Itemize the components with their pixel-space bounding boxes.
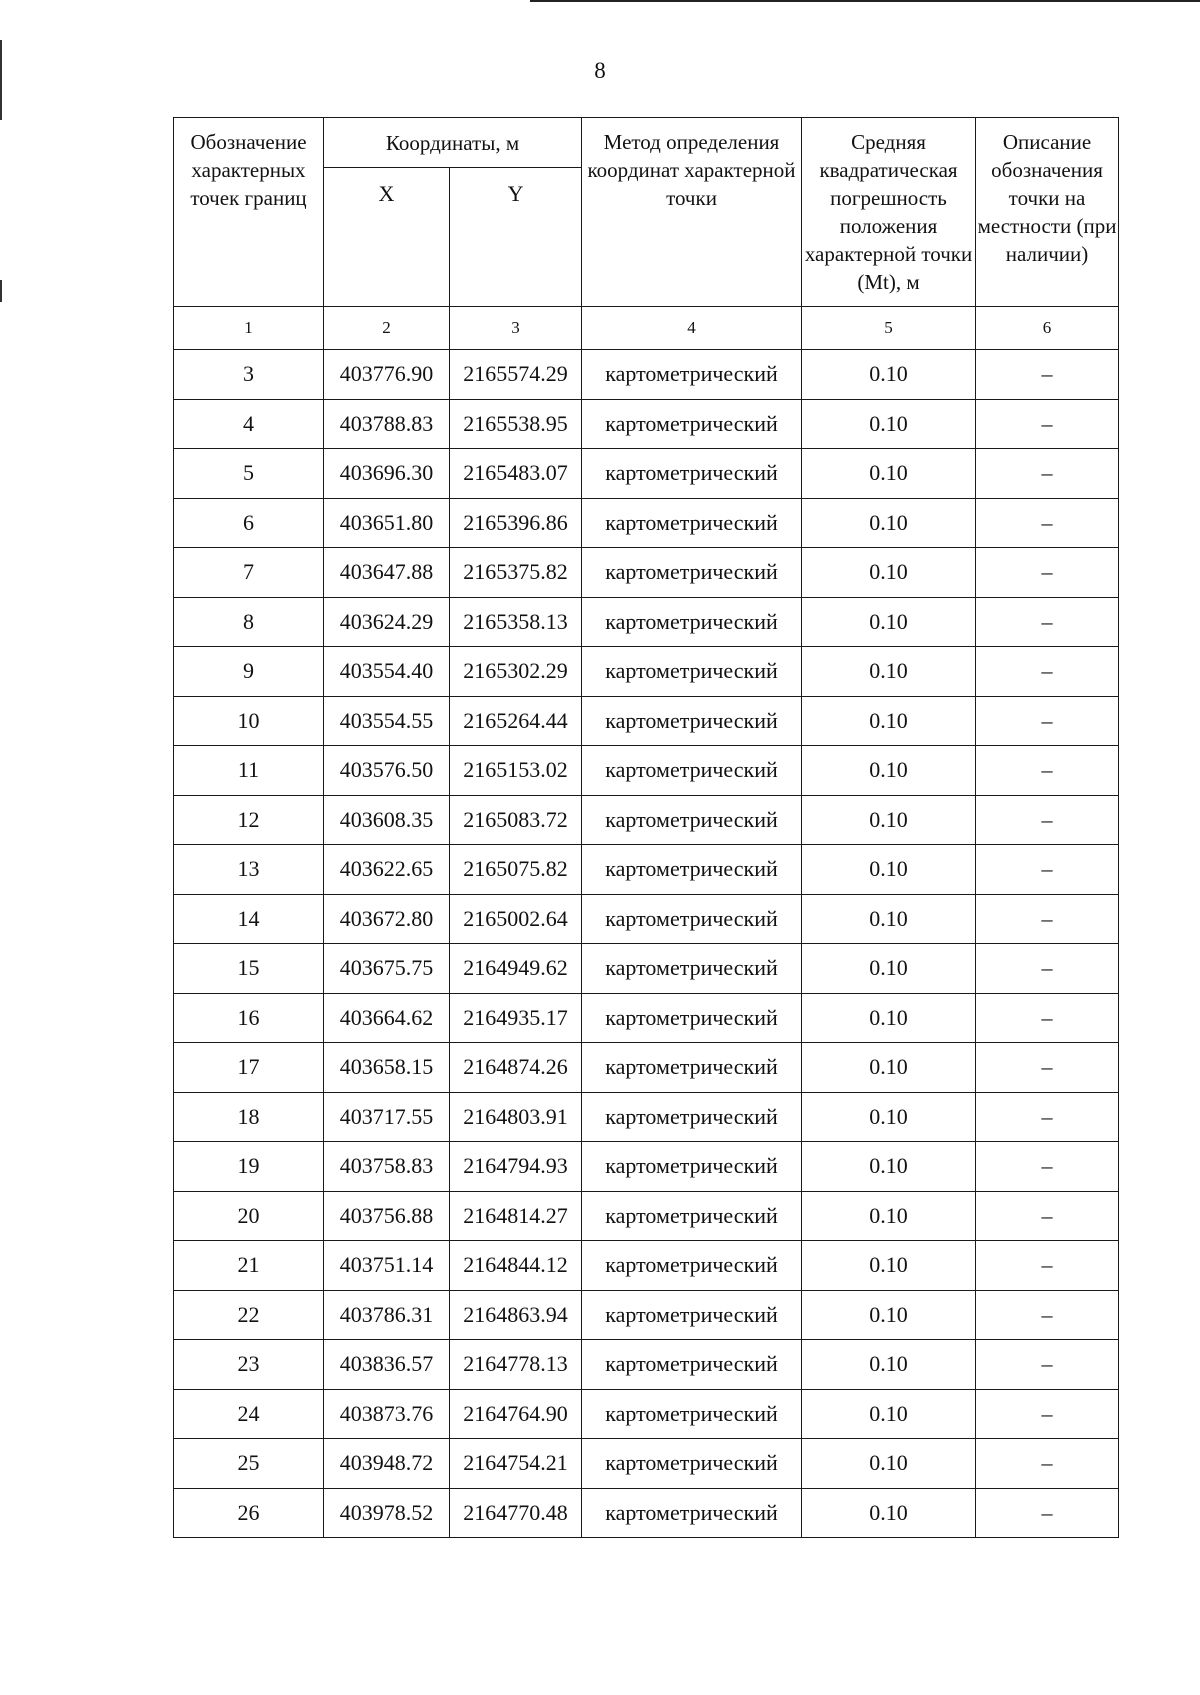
cell-method: картометрический xyxy=(582,845,802,895)
cell-description: – xyxy=(976,845,1119,895)
cell-method: картометрический xyxy=(582,548,802,598)
cell-method: картометрический xyxy=(582,498,802,548)
cell-y-coordinate: 2164949.62 xyxy=(450,944,582,994)
table-row xyxy=(174,944,1119,994)
table-row xyxy=(174,1142,1119,1192)
cell-error: 0.10 xyxy=(802,993,976,1043)
cell-error: 0.10 xyxy=(802,845,976,895)
cell-description: – xyxy=(976,1043,1119,1093)
left-edge-mark xyxy=(0,280,2,302)
cell-point-number: 17 xyxy=(174,1043,324,1093)
header-designation: Обозначение характерных точек границ xyxy=(174,118,324,307)
header-description: Описание обозначения точки на местности (при наличии) xyxy=(976,118,1119,307)
cell-method: картометрический xyxy=(582,1439,802,1489)
cell-x-coordinate: 403786.31 xyxy=(324,1290,450,1340)
column-number: 2 xyxy=(324,307,450,350)
table-row xyxy=(174,1340,1119,1390)
cell-description: – xyxy=(976,498,1119,548)
cell-y-coordinate: 2164814.27 xyxy=(450,1191,582,1241)
cell-point-number: 7 xyxy=(174,548,324,598)
cell-method: картометрический xyxy=(582,597,802,647)
cell-x-coordinate: 403672.80 xyxy=(324,894,450,944)
cell-x-coordinate: 403554.40 xyxy=(324,647,450,697)
cell-y-coordinate: 2165375.82 xyxy=(450,548,582,598)
cell-method: картометрический xyxy=(582,399,802,449)
cell-method: картометрический xyxy=(582,1241,802,1291)
cell-description: – xyxy=(976,548,1119,598)
cell-error: 0.10 xyxy=(802,1488,976,1538)
table-row xyxy=(174,1488,1119,1538)
cell-x-coordinate: 403651.80 xyxy=(324,498,450,548)
cell-method: картометрический xyxy=(582,993,802,1043)
cell-point-number: 22 xyxy=(174,1290,324,1340)
cell-x-coordinate: 403873.76 xyxy=(324,1389,450,1439)
cell-error: 0.10 xyxy=(802,350,976,400)
cell-y-coordinate: 2164935.17 xyxy=(450,993,582,1043)
cell-y-coordinate: 2165483.07 xyxy=(450,449,582,499)
cell-point-number: 15 xyxy=(174,944,324,994)
cell-x-coordinate: 403664.62 xyxy=(324,993,450,1043)
cell-method: картометрический xyxy=(582,1389,802,1439)
page-number: 8 xyxy=(594,58,606,83)
column-number: 1 xyxy=(174,307,324,350)
cell-point-number: 3 xyxy=(174,350,324,400)
cell-point-number: 23 xyxy=(174,1340,324,1390)
cell-point-number: 18 xyxy=(174,1092,324,1142)
table-row xyxy=(174,696,1119,746)
column-number: 6 xyxy=(976,307,1119,350)
header-error: Средняя квадратическая погрешность положения характерной точки (Mt), м xyxy=(802,118,976,307)
table-row xyxy=(174,548,1119,598)
cell-x-coordinate: 403696.30 xyxy=(324,449,450,499)
cell-point-number: 16 xyxy=(174,993,324,1043)
cell-method: картометрический xyxy=(582,696,802,746)
cell-y-coordinate: 2165075.82 xyxy=(450,845,582,895)
cell-point-number: 8 xyxy=(174,597,324,647)
cell-description: – xyxy=(976,1092,1119,1142)
table-row xyxy=(174,498,1119,548)
cell-x-coordinate: 403624.29 xyxy=(324,597,450,647)
cell-x-coordinate: 403836.57 xyxy=(324,1340,450,1390)
cell-x-coordinate: 403717.55 xyxy=(324,1092,450,1142)
cell-x-coordinate: 403776.90 xyxy=(324,350,450,400)
table-row xyxy=(174,1389,1119,1439)
cell-y-coordinate: 2165002.64 xyxy=(450,894,582,944)
cell-point-number: 24 xyxy=(174,1389,324,1439)
cell-y-coordinate: 2164874.26 xyxy=(450,1043,582,1093)
cell-method: картометрический xyxy=(582,1290,802,1340)
cell-y-coordinate: 2164803.91 xyxy=(450,1092,582,1142)
cell-description: – xyxy=(976,399,1119,449)
column-number: 4 xyxy=(582,307,802,350)
cell-method: картометрический xyxy=(582,1043,802,1093)
cell-point-number: 12 xyxy=(174,795,324,845)
cell-method: картометрический xyxy=(582,894,802,944)
cell-point-number: 6 xyxy=(174,498,324,548)
table-row xyxy=(174,1290,1119,1340)
cell-x-coordinate: 403658.15 xyxy=(324,1043,450,1093)
cell-point-number: 4 xyxy=(174,399,324,449)
cell-error: 0.10 xyxy=(802,1241,976,1291)
cell-point-number: 13 xyxy=(174,845,324,895)
cell-error: 0.10 xyxy=(802,795,976,845)
cell-description: – xyxy=(976,647,1119,697)
cell-x-coordinate: 403554.55 xyxy=(324,696,450,746)
cell-y-coordinate: 2165153.02 xyxy=(450,746,582,796)
cell-point-number: 21 xyxy=(174,1241,324,1291)
cell-error: 0.10 xyxy=(802,647,976,697)
cell-description: – xyxy=(976,1488,1119,1538)
table-row xyxy=(174,350,1119,400)
cell-description: – xyxy=(976,449,1119,499)
cell-y-coordinate: 2165358.13 xyxy=(450,597,582,647)
header-method: Метод определения координат характерной точки xyxy=(582,118,802,307)
cell-y-coordinate: 2165538.95 xyxy=(450,399,582,449)
cell-error: 0.10 xyxy=(802,1290,976,1340)
table-row xyxy=(174,647,1119,697)
cell-error: 0.10 xyxy=(802,449,976,499)
cell-method: картометрический xyxy=(582,1340,802,1390)
header-coordinates: Координаты, м xyxy=(324,118,582,168)
cell-point-number: 26 xyxy=(174,1488,324,1538)
table-row xyxy=(174,845,1119,895)
table-row xyxy=(174,1092,1119,1142)
cell-description: – xyxy=(976,746,1119,796)
cell-x-coordinate: 403622.65 xyxy=(324,845,450,895)
cell-point-number: 9 xyxy=(174,647,324,697)
table-row xyxy=(174,597,1119,647)
cell-error: 0.10 xyxy=(802,498,976,548)
cell-y-coordinate: 2164794.93 xyxy=(450,1142,582,1192)
table-row xyxy=(174,1241,1119,1291)
cell-error: 0.10 xyxy=(802,1142,976,1192)
cell-point-number: 10 xyxy=(174,696,324,746)
cell-y-coordinate: 2165396.86 xyxy=(450,498,582,548)
cell-error: 0.10 xyxy=(802,548,976,598)
cell-error: 0.10 xyxy=(802,746,976,796)
cell-description: – xyxy=(976,597,1119,647)
table-row xyxy=(174,993,1119,1043)
table-row xyxy=(174,1439,1119,1489)
cell-point-number: 25 xyxy=(174,1439,324,1489)
table-row xyxy=(174,746,1119,796)
cell-error: 0.10 xyxy=(802,944,976,994)
cell-x-coordinate: 403608.35 xyxy=(324,795,450,845)
cell-x-coordinate: 403576.50 xyxy=(324,746,450,796)
cell-error: 0.10 xyxy=(802,597,976,647)
column-number: 3 xyxy=(450,307,582,350)
cell-point-number: 19 xyxy=(174,1142,324,1192)
cell-error: 0.10 xyxy=(802,1439,976,1489)
cell-method: картометрический xyxy=(582,795,802,845)
cell-method: картометрический xyxy=(582,350,802,400)
cell-method: картометрический xyxy=(582,1488,802,1538)
cell-y-coordinate: 2164764.90 xyxy=(450,1389,582,1439)
cell-y-coordinate: 2165302.29 xyxy=(450,647,582,697)
header-y: Y xyxy=(450,168,582,307)
cell-y-coordinate: 2164844.12 xyxy=(450,1241,582,1291)
cell-point-number: 14 xyxy=(174,894,324,944)
cell-x-coordinate: 403978.52 xyxy=(324,1488,450,1538)
cell-description: – xyxy=(976,1290,1119,1340)
coordinates-table xyxy=(173,117,1119,1538)
table-row xyxy=(174,1043,1119,1093)
cell-point-number: 20 xyxy=(174,1191,324,1241)
cell-error: 0.10 xyxy=(802,1389,976,1439)
table-row xyxy=(174,399,1119,449)
cell-y-coordinate: 2165574.29 xyxy=(450,350,582,400)
cell-error: 0.10 xyxy=(802,399,976,449)
cell-description: – xyxy=(976,696,1119,746)
table-row xyxy=(174,795,1119,845)
table-row xyxy=(174,449,1119,499)
table-row xyxy=(174,1191,1119,1241)
cell-y-coordinate: 2165083.72 xyxy=(450,795,582,845)
cell-x-coordinate: 403647.88 xyxy=(324,548,450,598)
cell-method: картометрический xyxy=(582,944,802,994)
cell-x-coordinate: 403751.14 xyxy=(324,1241,450,1291)
cell-description: – xyxy=(976,1439,1119,1489)
cell-y-coordinate: 2164863.94 xyxy=(450,1290,582,1340)
table-body xyxy=(174,350,1119,1538)
cell-error: 0.10 xyxy=(802,894,976,944)
cell-x-coordinate: 403756.88 xyxy=(324,1191,450,1241)
table-row xyxy=(174,894,1119,944)
column-number: 5 xyxy=(802,307,976,350)
cell-error: 0.10 xyxy=(802,1191,976,1241)
cell-error: 0.10 xyxy=(802,696,976,746)
cell-x-coordinate: 403788.83 xyxy=(324,399,450,449)
cell-description: – xyxy=(976,1191,1119,1241)
cell-y-coordinate: 2164778.13 xyxy=(450,1340,582,1390)
cell-description: – xyxy=(976,1389,1119,1439)
cell-method: картометрический xyxy=(582,1092,802,1142)
column-number-row xyxy=(174,307,1119,350)
cell-description: – xyxy=(976,1340,1119,1390)
cell-y-coordinate: 2164754.21 xyxy=(450,1439,582,1489)
cell-description: – xyxy=(976,894,1119,944)
cell-error: 0.10 xyxy=(802,1092,976,1142)
cell-description: – xyxy=(976,944,1119,994)
cell-method: картометрический xyxy=(582,1191,802,1241)
cell-description: – xyxy=(976,795,1119,845)
cell-x-coordinate: 403675.75 xyxy=(324,944,450,994)
cell-method: картометрический xyxy=(582,449,802,499)
cell-description: – xyxy=(976,350,1119,400)
cell-error: 0.10 xyxy=(802,1043,976,1093)
cell-description: – xyxy=(976,1241,1119,1291)
header-x: X xyxy=(324,168,450,307)
cell-x-coordinate: 403758.83 xyxy=(324,1142,450,1192)
cell-y-coordinate: 2165264.44 xyxy=(450,696,582,746)
cell-error: 0.10 xyxy=(802,1340,976,1390)
cell-method: картометрический xyxy=(582,746,802,796)
cell-y-coordinate: 2164770.48 xyxy=(450,1488,582,1538)
cell-point-number: 5 xyxy=(174,449,324,499)
cell-x-coordinate: 403948.72 xyxy=(324,1439,450,1489)
top-border-line xyxy=(530,0,1200,2)
cell-description: – xyxy=(976,1142,1119,1192)
cell-method: картометрический xyxy=(582,1142,802,1192)
cell-description: – xyxy=(976,993,1119,1043)
cell-method: картометрический xyxy=(582,647,802,697)
cell-point-number: 11 xyxy=(174,746,324,796)
